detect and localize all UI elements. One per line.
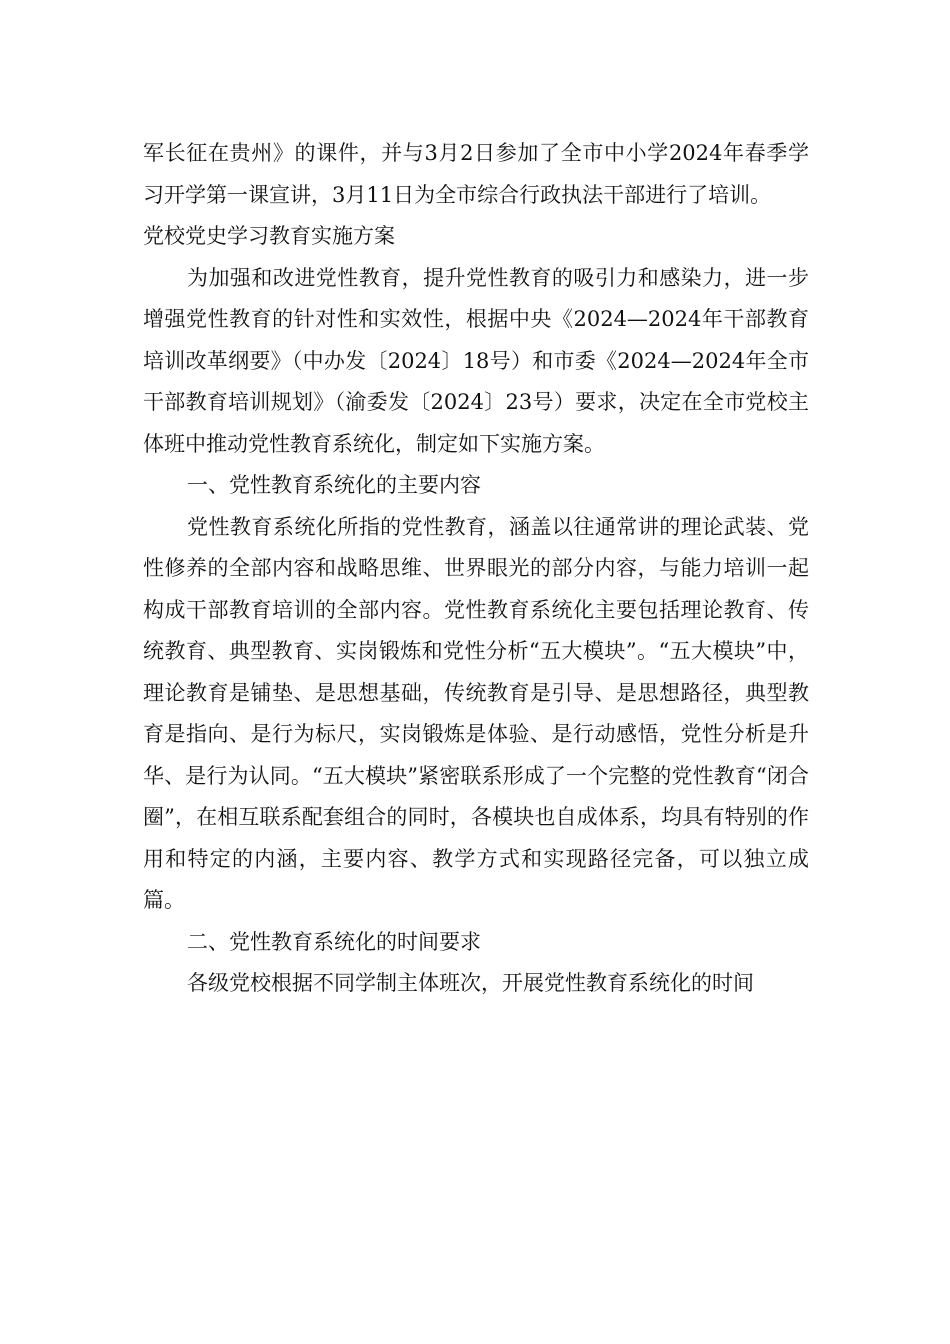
document-title: 党校党史学习教育实施方案 xyxy=(143,224,395,248)
section-paragraph-2: 各级党校根据不同学制主体班次，开展党性教育系统化的时间 xyxy=(187,971,754,995)
continuation-paragraph: 军长征在贵州》的课件，并与3月2日参加了全市中小学2024年春季学习开学第一课宣讲，3月11日为全市综合行政执法干部进行了培训。 xyxy=(143,141,809,207)
section-heading-1: 一、党性教育系统化的主要内容 xyxy=(187,473,481,497)
section-paragraph-1: 党性教育系统化所指的党性教育，涵盖以往通常讲的理论武装、党性修养的全部内容和战略思维、世界眼光的部分内容，与能力培训一起构成干部教育培训的全部内容。党性教育系统化主要包括理论教育、传统教育、典型教育、实岗锻炼和党性分析“五大模块”。“五大模块”中，理论教育是铺垫、是思想基础，传统教育是引导、是思想路径，典型教育是指向、是行为标尺，实岗锻炼是体验、是行动感悟，党性分析是升华、是行为认同。“五大模块”紧密联系形成了一个完整的党性教育“闭合圈”，在相互联系配套组合的同时，各模块也自成体系，均具有特别的作用和特定的内涵，主要内容、教学方式和实现路径完备，可以独立成篇。 xyxy=(143,514,809,912)
document-body xyxy=(143,133,809,1005)
intro-paragraph: 为加强和改进党性教育，提升党性教育的吸引力和感染力，进一步增强党性教育的针对性和实效性，根据中央《2024—2024年干部教育培训改革纲要》（中办发〔2024〕18号）和市委《2024—2024年全市干部教育培训规划》（渝委发〔2024〕23号）要求，决定在全市党校主体班中推动党性教育系统化，制定如下实施方案。 xyxy=(143,265,809,456)
section-heading-2: 二、党性教育系统化的时间要求 xyxy=(187,929,481,954)
